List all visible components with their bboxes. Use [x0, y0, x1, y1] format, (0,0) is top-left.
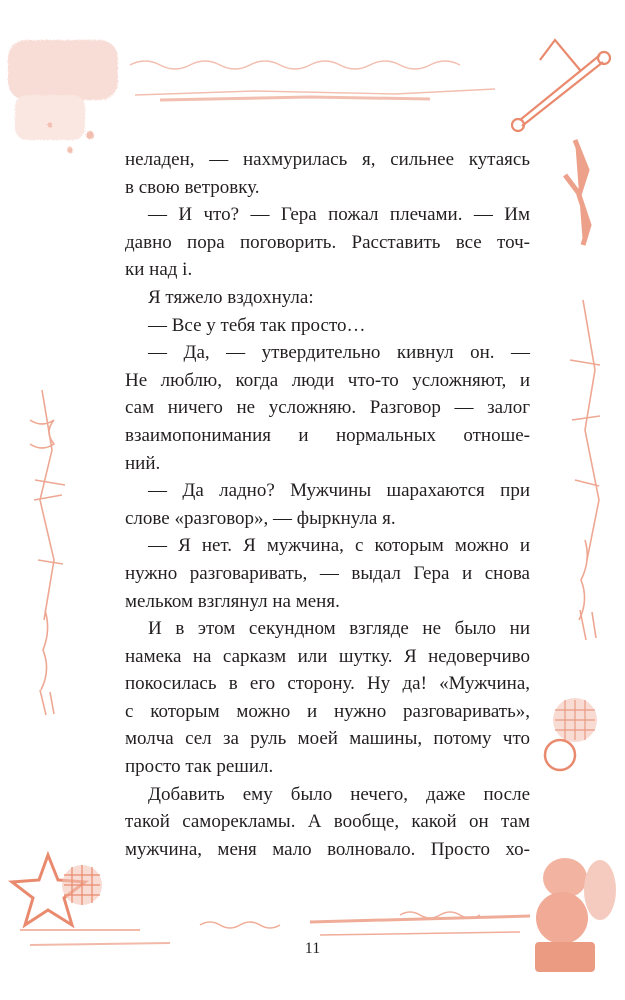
text-line: покосилась в его сторону. Ну да! «Мужчина,	[125, 673, 530, 695]
text-line: ний.	[125, 452, 161, 474]
text-line: мужчина, меня мало волновало. Просто хо-	[125, 838, 530, 860]
text-line: неладен, — нахмурилась я, сильнее кутаясь	[125, 149, 530, 170]
bottom-scribbles	[200, 912, 530, 935]
right-scribbles	[570, 300, 600, 640]
right-upper-strokes	[565, 140, 589, 245]
page-number: 11	[304, 940, 321, 957]
right-mesh-circle	[545, 698, 597, 770]
text-line: Не люблю, когда люди что-то усложняют, и	[125, 369, 530, 391]
text-line: — Да ладно? Мужчины шарахаются при	[148, 480, 530, 502]
text-line: Я тяжело вздохнула:	[148, 286, 314, 308]
text-line: такой саморекламы. А вообще, какой он там	[125, 811, 530, 833]
text-line: намека на сарказм или шутку. Я недоверчиво	[125, 645, 530, 667]
text-line: И в этом секундном взгляде не было ни	[148, 618, 530, 640]
text-line: Добавить ему было нечего, даже после	[148, 783, 530, 805]
bottom-left-mesh	[20, 865, 170, 945]
text-line: просто так решил.	[125, 756, 274, 778]
text-line: давно пора поговорить. Расставить все точ-	[125, 231, 530, 253]
text-line: — Все у тебя так просто…	[148, 314, 366, 336]
text-line: с которым можно и нужно разговаривать»,	[125, 700, 530, 722]
text-line: взаимопонимания и нормальных отноше-	[125, 424, 530, 446]
text-line: в свою ветровку.	[125, 176, 260, 198]
text-line: — Да, — утвердительно кивнул он. —	[148, 342, 530, 364]
top-left-splatter	[8, 40, 118, 153]
book-text	[125, 146, 530, 863]
safety-pin-icon	[512, 40, 610, 131]
text-line: нужно разговаривать, — выдал Гера и снова	[125, 562, 530, 584]
left-scribbles	[30, 390, 65, 715]
text-line: молча сел за руль моей машины, потому что	[125, 728, 530, 750]
text-line: ки над i.	[125, 259, 193, 281]
text-line: слове «разговор», — фыркнула я.	[125, 507, 396, 529]
text-line: сам ничего не усложняю. Разговор — залог	[125, 397, 530, 419]
top-scribble	[130, 61, 495, 100]
text-line: — И что? — Гера пожал плечами. — Им	[148, 204, 530, 226]
text-line: — Я нет. Я мужчина, с которым можно и	[148, 535, 530, 557]
text-line: мельком взглянул на меня.	[125, 590, 340, 612]
